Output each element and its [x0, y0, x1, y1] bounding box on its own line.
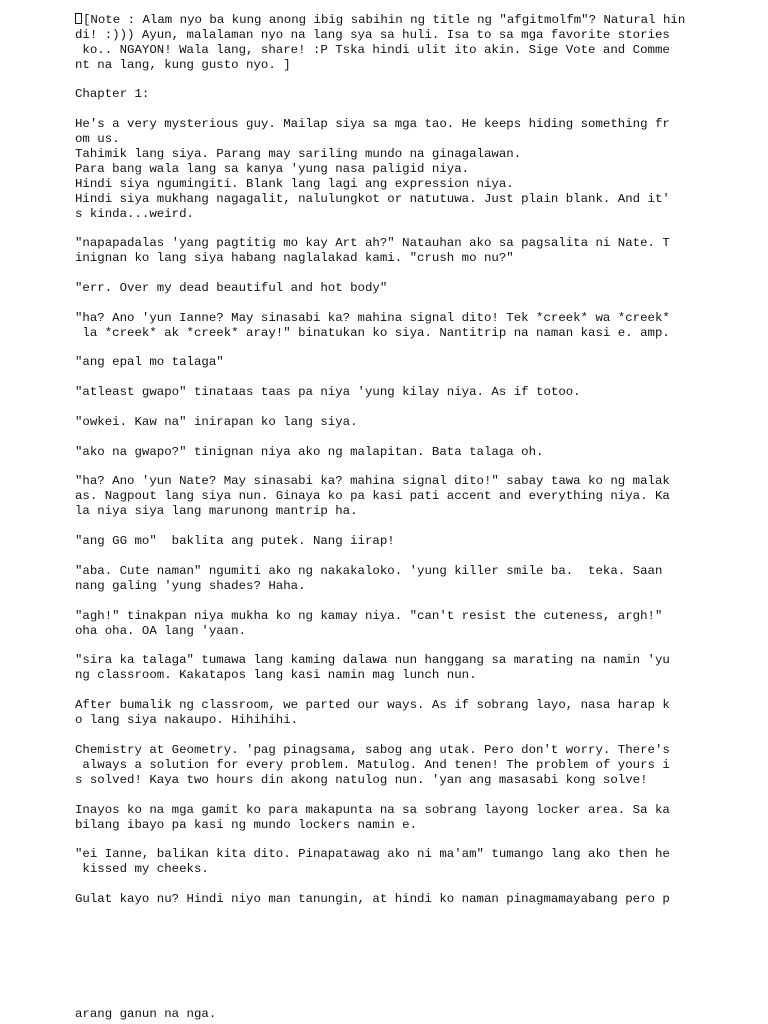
- paragraph: "atleast gwapo" tinataas taas pa niya 'yung kilay niya. As if totoo.: [75, 385, 581, 399]
- paragraph: After bumalik ng classroom, we parted our ways. As if sobrang layo, nasa harap k o lang siya nakaupo. Hihihihi.: [75, 698, 670, 727]
- paragraph: "err. Over my dead beautiful and hot body": [75, 281, 388, 295]
- missing-glyph-box: [75, 13, 82, 24]
- paragraph: Gulat kayo nu? Hindi niyo man tanungin, at hindi ko naman pinagmamayabang pero p: [75, 892, 670, 906]
- paragraph: "ako na gwapo?" tinignan niya ako ng malapitan. Bata talaga oh.: [75, 445, 544, 459]
- paragraph: "ha? Ano 'yun Ianne? May sinasabi ka? mahina signal dito! Tek *creek* wa *creek* la *creek* ak *creek* aray!" binatukan ko siya. Nantitrip na naman kasi e. amp.: [75, 311, 670, 340]
- final-line: arang ganun na nga.: [75, 1007, 217, 1021]
- note-line: ko.. NGAYON! Wala lang, share! :P Tska hindi ulit ito akin. Sige Vote and Comme: [75, 43, 670, 57]
- note-line: [Note : Alam nyo ba kung anong ibig sabihin ng title ng "afgitmolfm"? Natural hin: [83, 13, 686, 27]
- paragraph: "ha? Ano 'yun Nate? May sinasabi ka? mahina signal dito!" sabay tawa ko ng malak as. Nagpout lang siya nun. Ginaya ko pa kasi pati accent and everything niya. Ka la niya siya lang marunong mantrip ha.: [75, 474, 670, 518]
- paragraph: "aba. Cute naman" ngumiti ako ng nakakaloko. 'yung killer smile ba. teka. Saan nang galing 'yung shades? Haha.: [75, 564, 663, 593]
- paragraph: "owkei. Kaw na" inirapan ko lang siya.: [75, 415, 358, 429]
- paragraph: He's a very mysterious guy. Mailap siya sa mga tao. He keeps hiding something fr om us. Tahimik lang siya. Parang may sariling mundo na ginagalawan. Para bang wala lang sa kanya 'yung nasa paligid niya. Hindi siya ngumingiti. Blank lang lagi ang expression niya. Hindi siya mukhang nagagalit, nalulungkot or natutuwa. Just plain blank. And it' s kinda...weird.: [75, 117, 670, 221]
- paragraph: "napapadalas 'yang pagtitig mo kay Art ah?" Natauhan ako sa pagsalita ni Nate. T inignan ko lang siya habang naglalakad kami. "crush mo nu?": [75, 236, 670, 265]
- paragraph: Inayos ko na mga gamit ko para makapunta na sa sobrang layong locker area. Sa ka bilang ibayo pa kasi ng mundo lockers namin e.: [75, 803, 670, 832]
- chapter-title: Chapter 1:: [75, 87, 150, 101]
- note-line: di! :))) Ayun, malalaman nyo na lang sya sa huli. Isa to sa mga favorite stories: [75, 28, 670, 42]
- paragraph: "sira ka talaga" tumawa lang kaming dalawa nun hanggang sa marating na namin 'yu ng classroom. Kakatapos lang kasi namin mag lunch nun.: [75, 653, 670, 682]
- paragraph: "ei Ianne, balikan kita dito. Pinapatawag ako ni ma'am" tumango lang ako then he kissed my cheeks.: [75, 847, 670, 876]
- paragraph: "ang GG mo" baklita ang putek. Nang iirap!: [75, 534, 395, 548]
- paragraph: "ang epal mo talaga": [75, 355, 224, 369]
- paragraph: Chemistry at Geometry. 'pag pinagsama, sabog ang utak. Pero don't worry. There's always a solution for every problem. Matulog. And tenen! The problem of yours i s solved! Kaya two hours din akong natulog nun. 'yan ang masasabi kong solve!: [75, 743, 670, 787]
- author-note: [75, 13, 695, 73]
- note-line: nt na lang, kung gusto nyo. ]: [75, 58, 291, 72]
- paragraph: "agh!" tinakpan niya mukha ko ng kamay niya. "can't resist the cuteness, argh!" oha oha. OA lang 'yaan.: [75, 609, 663, 638]
